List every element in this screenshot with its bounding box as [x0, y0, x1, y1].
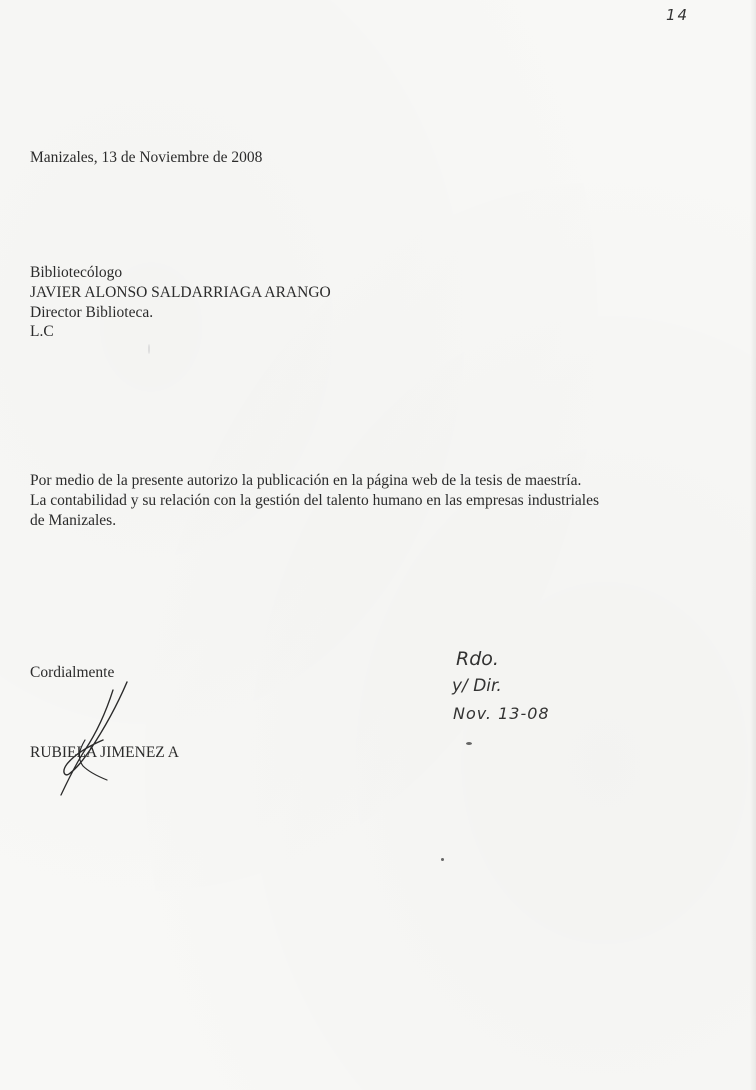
signer-name: RUBIELA JIMENEZ A: [30, 744, 179, 761]
handwritten-signature: [55, 680, 135, 800]
recipient-title: Bibliotecólogo: [30, 264, 123, 281]
scan-speck: [441, 858, 444, 861]
scan-speck: [148, 344, 150, 354]
letter-date: Manizales, 13 de Noviembre de 2008: [30, 149, 263, 166]
body-line: Por medio de la presente autorizo la publicación en la página web de la tesis de maestría.: [30, 472, 582, 489]
handwritten-note-line: y/ Dir.: [452, 676, 502, 696]
scan-speck: [466, 742, 472, 745]
page-number: 14: [666, 6, 690, 24]
recipient-city: L.C: [30, 323, 54, 340]
recipient-position: Director Biblioteca.: [30, 304, 154, 321]
recipient-name: JAVIER ALONSO SALDARRIAGA ARANGO: [30, 284, 331, 301]
body-line: La contabilidad y su relación con la gestión del talento humano en las empresas industriales: [30, 492, 600, 509]
body-line: de Manizales.: [30, 512, 117, 529]
handwritten-note-line: Rdo.: [456, 648, 499, 670]
handwritten-note-line: Nov. 13-08: [453, 704, 550, 723]
letter-closing: Cordialmente: [30, 664, 115, 681]
page-edge-shadow: [750, 0, 756, 1090]
